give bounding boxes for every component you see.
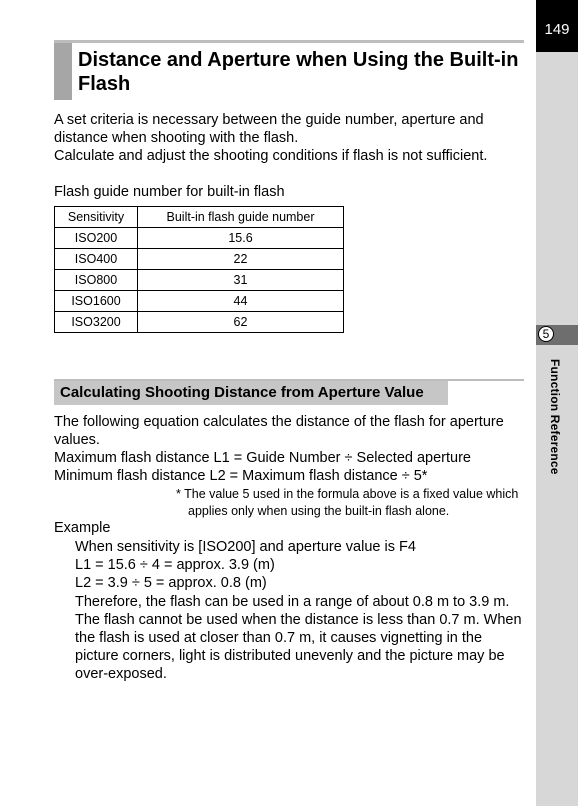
table-cell: ISO200 <box>55 228 138 249</box>
table-cell: ISO3200 <box>55 312 138 333</box>
table-caption: Flash guide number for built-in flash <box>54 184 285 200</box>
table-header-cell: Built-in flash guide number <box>138 207 344 228</box>
table-cell: 62 <box>138 312 344 333</box>
title-block <box>54 40 524 103</box>
title-accent-bar <box>54 43 72 100</box>
formula-min: Minimum flash distance L2 = Maximum flash distance ÷ 5* <box>54 468 428 484</box>
chapter-label: Function Reference <box>548 359 562 475</box>
section-header <box>54 379 524 407</box>
table-header-cell: Sensitivity <box>55 207 138 228</box>
table-row <box>55 312 344 333</box>
intro-line: A set criteria is necessary between the guide number, aperture and distance when shooting with the flash. <box>54 112 484 146</box>
table-cell: 44 <box>138 291 344 312</box>
intro-text <box>54 111 524 165</box>
example-line: L1 = 15.6 ÷ 4 = approx. 3.9 (m) <box>75 557 275 574</box>
example-line: Therefore, the flash can be used in a range of about 0.8 m to 3.9 m. The flash cannot be used when the distance is less than 0.7 m. When the flash is used at closer than 0.7 m, it causes vignetting in the picture corners, light is distributed unevenly and the picture may be over-exposed. <box>75 593 522 683</box>
table-cell: ISO400 <box>55 249 138 270</box>
table-row <box>55 228 344 249</box>
example-body <box>75 538 527 684</box>
footnote: * The value 5 used in the formula above is a fixed value which applies only when using the built-in flash alone. <box>176 487 519 518</box>
section-heading: Calculating Shooting Distance from Aperture Value <box>54 381 448 405</box>
table-row <box>55 270 344 291</box>
section-body <box>54 413 524 485</box>
section-line: The following equation calculates the distance of the flash for aperture values. <box>54 414 504 448</box>
page-number: 149 <box>536 0 578 52</box>
table-header-row <box>55 207 344 228</box>
table-cell: ISO1600 <box>55 291 138 312</box>
chapter-number: 5 <box>538 326 554 342</box>
intro-line: Calculate and adjust the shooting conditions if flash is not sufficient. <box>54 148 488 164</box>
example-line: When sensitivity is [ISO200] and aperture value is F4 <box>75 539 416 555</box>
table-cell: 15.6 <box>138 228 344 249</box>
example-label: Example <box>54 520 111 536</box>
table-cell: 31 <box>138 270 344 291</box>
table-cell: ISO800 <box>55 270 138 291</box>
table-row <box>55 249 344 270</box>
page-title: Distance and Aperture when Using the Built-in Flash <box>78 49 519 95</box>
example-line: L2 = 3.9 ÷ 5 = approx. 0.8 (m) <box>75 575 267 592</box>
table-cell: 22 <box>138 249 344 270</box>
formula-max: Maximum flash distance L1 = Guide Number ÷ Selected aperture <box>54 450 471 466</box>
guide-number-table <box>54 206 344 333</box>
table-row <box>55 291 344 312</box>
